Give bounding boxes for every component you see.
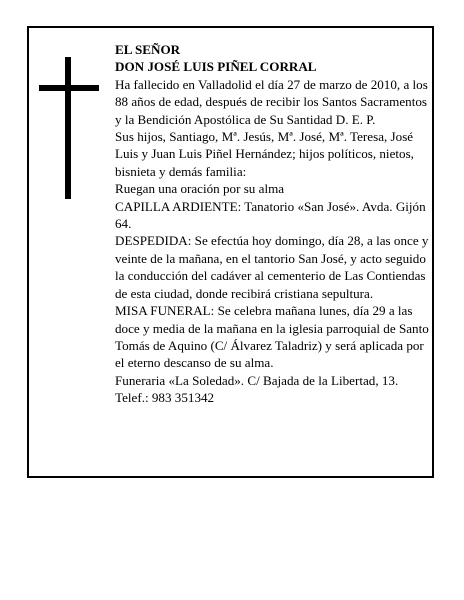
cross-vertical-bar: [65, 57, 71, 199]
prayer-request: Ruegan una oración por su alma: [115, 181, 285, 197]
heading-title: EL SEÑOR: [115, 42, 181, 57]
death-announcement: Ha fallecido en Valladolid el día 27 de marzo de 2010, a los 88 años de edad, después de recibir los Santos Sacramentos y la Bendición Apostólica de Su Santidad D. E. P.: [115, 76, 428, 127]
funeral-home-info: Funeraria «La Soledad». C/ Bajada de la Libertad, 13. Telef.: 983 351342: [115, 372, 399, 406]
farewell-info: DESPEDIDA: Se efectúa hoy domingo, día 28, a las once y veinte de la mañana, en el tantorio San José, y acto seguido la conducción del cadáver al cementerio de Las Contiendas de esta ciudad, donde recibirá cristiana sepultura.: [115, 233, 429, 301]
cross-horizontal-bar: [39, 85, 99, 91]
obituary-notice: [27, 26, 434, 478]
notice-text: [115, 41, 433, 407]
cross-icon: [39, 57, 99, 199]
family-list: Sus hijos, Santiago, Mª. Jesús, Mª. José, Mª. Teresa, José Luis y Juan Luis Piñel Hernández; hijos políticos, nietos, bisnieta y demás familia:: [115, 129, 414, 179]
deceased-name: DON JOSÉ LUIS PIÑEL CORRAL: [115, 59, 317, 75]
funeral-mass-info: MISA FUNERAL: Se celebra mañana lunes, día 29 a las doce y media de la mañana en la iglesia parroquial de Santo Tomás de Aquino (C/ Álvarez Taladriz) y será aplicada por el eterno descanso de su alma.: [115, 303, 429, 371]
chapel-info: CAPILLA ARDIENTE: Tanatorio «San José». Avda. Gijón 64.: [115, 198, 426, 232]
